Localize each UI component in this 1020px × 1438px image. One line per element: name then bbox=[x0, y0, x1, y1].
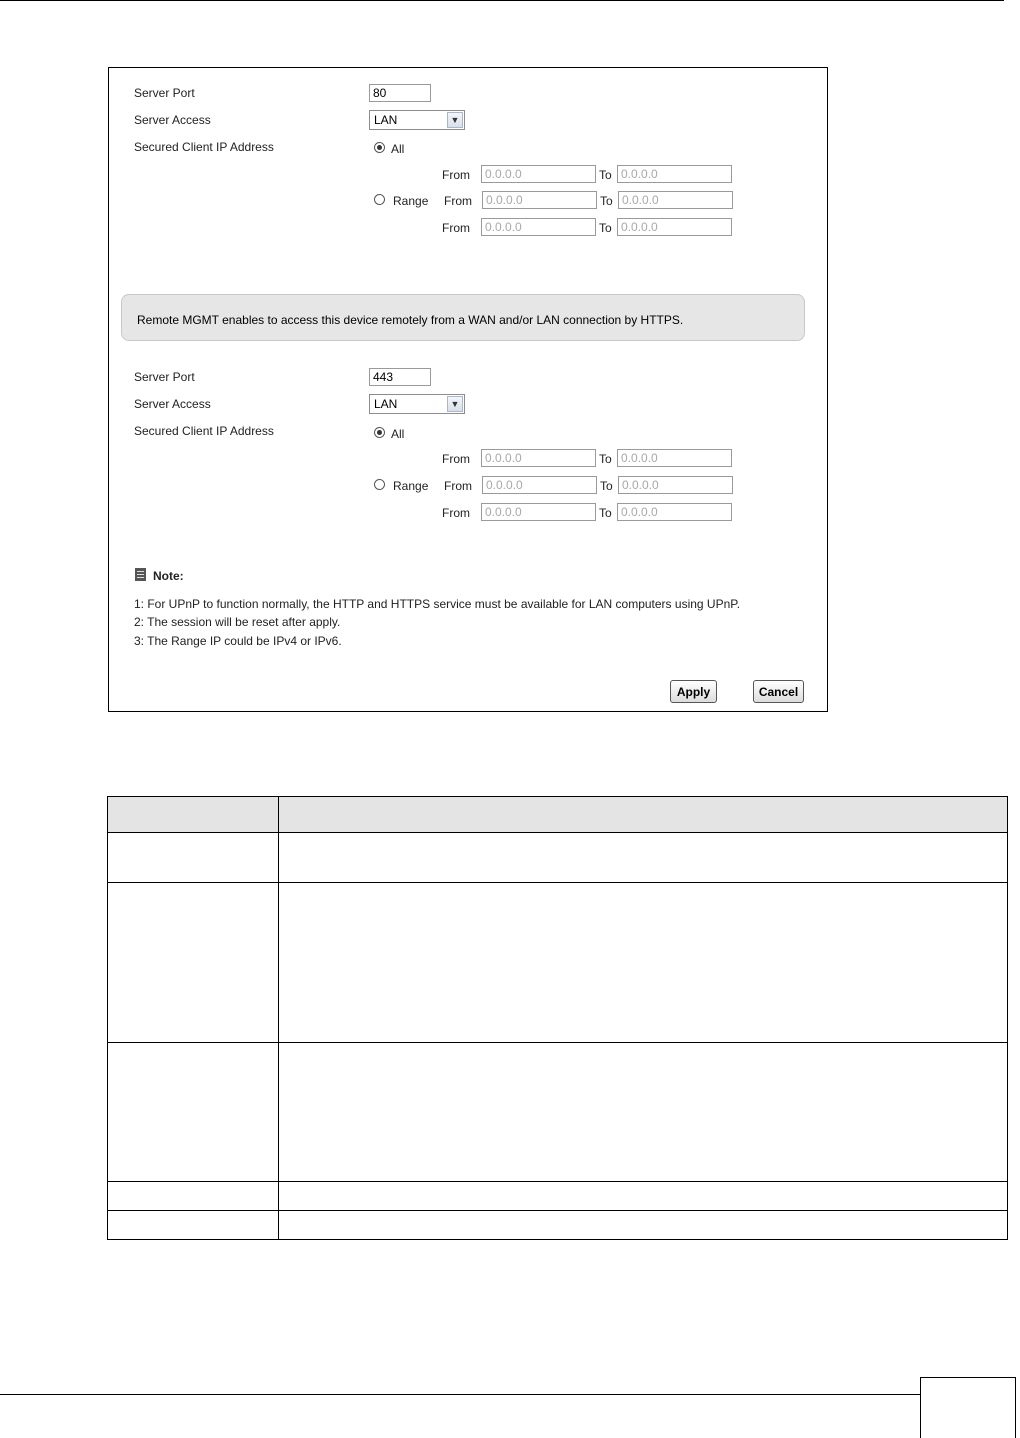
https-range2-from-label: From bbox=[444, 479, 472, 493]
http-server-port-label: Server Port bbox=[134, 86, 195, 100]
https-secured-client-label: Secured Client IP Address bbox=[134, 424, 274, 438]
http-radio-all-label: All bbox=[391, 142, 405, 156]
table-cell bbox=[279, 883, 1008, 1043]
http-range1-to-label: To bbox=[599, 168, 612, 182]
https-server-access-select[interactable] bbox=[369, 394, 465, 414]
http-range3-from-label: From bbox=[442, 221, 470, 235]
note-title: Note: bbox=[153, 569, 184, 583]
https-server-port-label: Server Port bbox=[134, 370, 195, 384]
https-radio-all[interactable] bbox=[374, 427, 385, 438]
http-range2-to-label: To bbox=[600, 194, 613, 208]
http-range1-to-input[interactable] bbox=[617, 165, 732, 183]
http-server-access-label: Server Access bbox=[134, 113, 211, 127]
https-radio-range-label: Range bbox=[393, 479, 429, 493]
table-row bbox=[108, 1182, 1008, 1211]
table-cell bbox=[279, 1043, 1008, 1182]
http-range3-to-label: To bbox=[599, 221, 612, 235]
table-cell bbox=[279, 1211, 1008, 1240]
https-range1-from-input[interactable] bbox=[481, 449, 596, 467]
note-line-2: 2: The session will be reset after apply. bbox=[134, 615, 341, 629]
http-radio-all[interactable] bbox=[374, 142, 385, 153]
cancel-button[interactable]: Cancel bbox=[753, 680, 804, 703]
https-range1-to-label: To bbox=[599, 452, 612, 466]
http-range2-from-label: From bbox=[444, 194, 472, 208]
https-range3-to-input[interactable] bbox=[617, 503, 732, 521]
http-server-port-input[interactable] bbox=[369, 84, 431, 102]
table-cell bbox=[108, 1182, 279, 1211]
table-cell bbox=[279, 833, 1008, 883]
https-range3-from-label: From bbox=[442, 506, 470, 520]
table-cell bbox=[108, 833, 279, 883]
https-radio-all-label: All bbox=[391, 427, 405, 441]
page-bottom-rule bbox=[0, 1394, 920, 1395]
table-row bbox=[108, 883, 1008, 1043]
note-icon bbox=[135, 568, 146, 581]
field-description-table bbox=[107, 796, 1008, 1240]
http-radio-range-label: Range bbox=[393, 194, 429, 208]
page-top-rule bbox=[0, 0, 1004, 1]
https-range3-to-label: To bbox=[599, 506, 612, 520]
http-range3-from-input[interactable] bbox=[481, 218, 596, 236]
table-row bbox=[108, 833, 1008, 883]
http-range2-to-input[interactable] bbox=[618, 191, 733, 209]
https-range3-from-input[interactable] bbox=[481, 503, 596, 521]
http-radio-range[interactable] bbox=[374, 194, 385, 205]
table-header-cell bbox=[279, 797, 1008, 833]
http-server-access-select[interactable] bbox=[369, 110, 465, 130]
https-server-access-value: LAN bbox=[374, 397, 398, 411]
http-range1-from-input[interactable] bbox=[481, 165, 596, 183]
https-range2-to-label: To bbox=[600, 479, 613, 493]
table-header-row bbox=[108, 797, 1008, 833]
table-cell bbox=[279, 1182, 1008, 1211]
apply-button[interactable]: Apply bbox=[670, 680, 717, 703]
table-cell bbox=[108, 1043, 279, 1182]
remote-mgmt-screenshot bbox=[108, 67, 828, 712]
chevron-down-icon: ▼ bbox=[447, 112, 463, 128]
note-line-1: 1: For UPnP to function normally, the HTTP and HTTPS service must be available for LAN computers using UPnP. bbox=[134, 597, 741, 611]
info-banner bbox=[121, 294, 805, 341]
https-range2-to-input[interactable] bbox=[618, 476, 733, 494]
info-banner-text: Remote MGMT enables to access this device remotely from a WAN and/or LAN connection by HTTPS. bbox=[137, 313, 684, 327]
table-row bbox=[108, 1043, 1008, 1182]
chevron-down-icon: ▼ bbox=[447, 396, 463, 412]
https-server-access-label: Server Access bbox=[134, 397, 211, 411]
https-server-port-input[interactable] bbox=[369, 368, 431, 386]
note-line-3: 3: The Range IP could be IPv4 or IPv6. bbox=[134, 634, 342, 648]
https-range1-from-label: From bbox=[442, 452, 470, 466]
https-radio-range[interactable] bbox=[374, 479, 385, 490]
table-cell bbox=[108, 1211, 279, 1240]
http-range2-from-input[interactable] bbox=[482, 191, 597, 209]
http-secured-client-label: Secured Client IP Address bbox=[134, 140, 274, 154]
http-range1-from-label: From bbox=[442, 168, 470, 182]
table-row bbox=[108, 1211, 1008, 1240]
page-number-box bbox=[920, 1377, 1016, 1438]
table-cell bbox=[108, 883, 279, 1043]
https-range2-from-input[interactable] bbox=[482, 476, 597, 494]
table-header-cell bbox=[108, 797, 279, 833]
http-server-access-value: LAN bbox=[374, 113, 398, 127]
https-range1-to-input[interactable] bbox=[617, 449, 732, 467]
http-range3-to-input[interactable] bbox=[617, 218, 732, 236]
